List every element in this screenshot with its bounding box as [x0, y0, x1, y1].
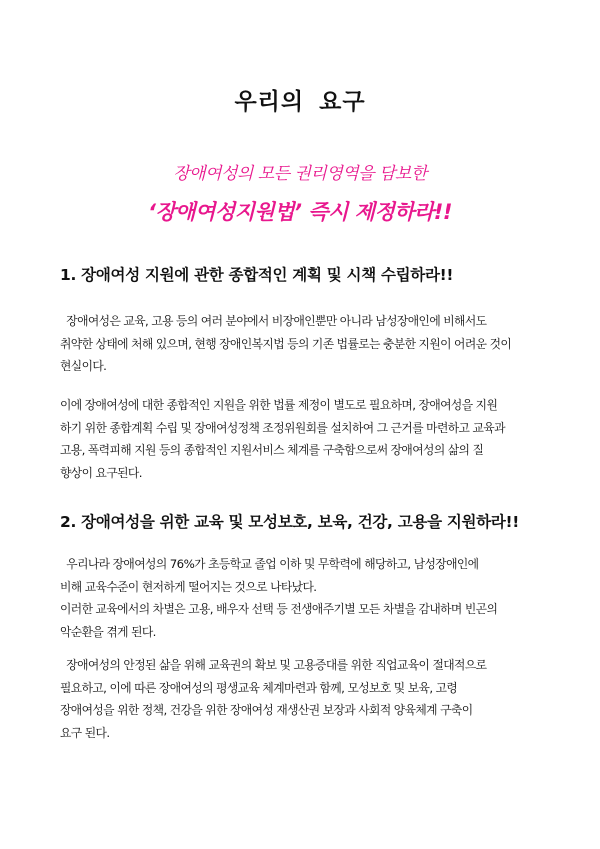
text-line: 필요하고, 이에 따른 장애여성의 평생교육 체계마련과 함께, 모성보호 및 보육, 고령 — [60, 680, 458, 695]
text-line: 이에 장애여성에 대한 종합적인 지원을 위한 법률 제정이 별도로 필요하며, 장애여성을 지원 — [60, 398, 498, 412]
text-line: 향상이 요구된다. — [60, 465, 142, 480]
section-1-paragraph-1 — [60, 310, 544, 378]
section-2-paragraph-2 — [60, 654, 544, 744]
page-title: 우리의 요구 — [234, 89, 366, 115]
text-line: 장애여성은 교육, 고용 등의 여러 분야에서 비장애인뿐만 아니라 남성장애인에 비해서도 — [60, 314, 487, 328]
text-line: 취약한 상태에 처해 있으며, 현행 장애인복지법 등의 기존 법률로는 충분한 지원이 어려운 것이 — [60, 336, 512, 351]
text-line: 현실이다. — [60, 359, 107, 374]
text-line: 장애여성을 위한 정책, 건강을 위한 장애여성 재생산권 보장과 사회적 양육체계 구축이 — [60, 703, 473, 718]
subtitle-line-1: 장애여성의 모든 권리영역을 담보한 — [173, 164, 427, 184]
text-line: 하기 위한 종합계획 수립 및 장애여성정책 조정위원회를 설치하여 그 근거를 마련하고 교육과 — [60, 420, 505, 435]
text-line: 장애여성의 안정된 삶을 위해 교육권의 확보 및 고용증대를 위한 직업교육이 절대적으로 — [60, 658, 487, 672]
text-line: 우리나라 장애여성의 76%가 초등학교 졸업 이하 및 무학력에 해당하고, 남성장애인에 — [60, 557, 479, 571]
section-1-heading: 1. 장애여성 지원에 관한 종합적인 계획 및 시책 수립하라!! — [60, 266, 454, 284]
text-line: 고용, 폭력피해 지원 등의 종합적인 지원서비스 체계를 구축함으로써 장애여성의 삶의 질 — [60, 443, 484, 458]
text-line: 이러한 교육에서의 차별은 고용, 배우자 선택 등 전생애주기별 모든 차별을 감내하며 빈곤의 — [60, 602, 498, 617]
subtitle-line-2: ‘장애여성지원법’ 즉시 제정하라!! — [148, 200, 452, 224]
section-2-heading: 2. 장애여성을 위한 교육 및 모성보호, 보육, 건강, 고용을 지원하라!! — [60, 513, 520, 531]
section-1-paragraph-2 — [60, 394, 544, 484]
text-line: 비해 교육수준이 현저하게 떨어지는 것으로 나타났다. — [60, 579, 317, 594]
text-line: 요구 된다. — [60, 725, 110, 740]
section-2-paragraph-1 — [60, 553, 544, 643]
text-line: 악순환을 겪게 된다. — [60, 624, 156, 639]
